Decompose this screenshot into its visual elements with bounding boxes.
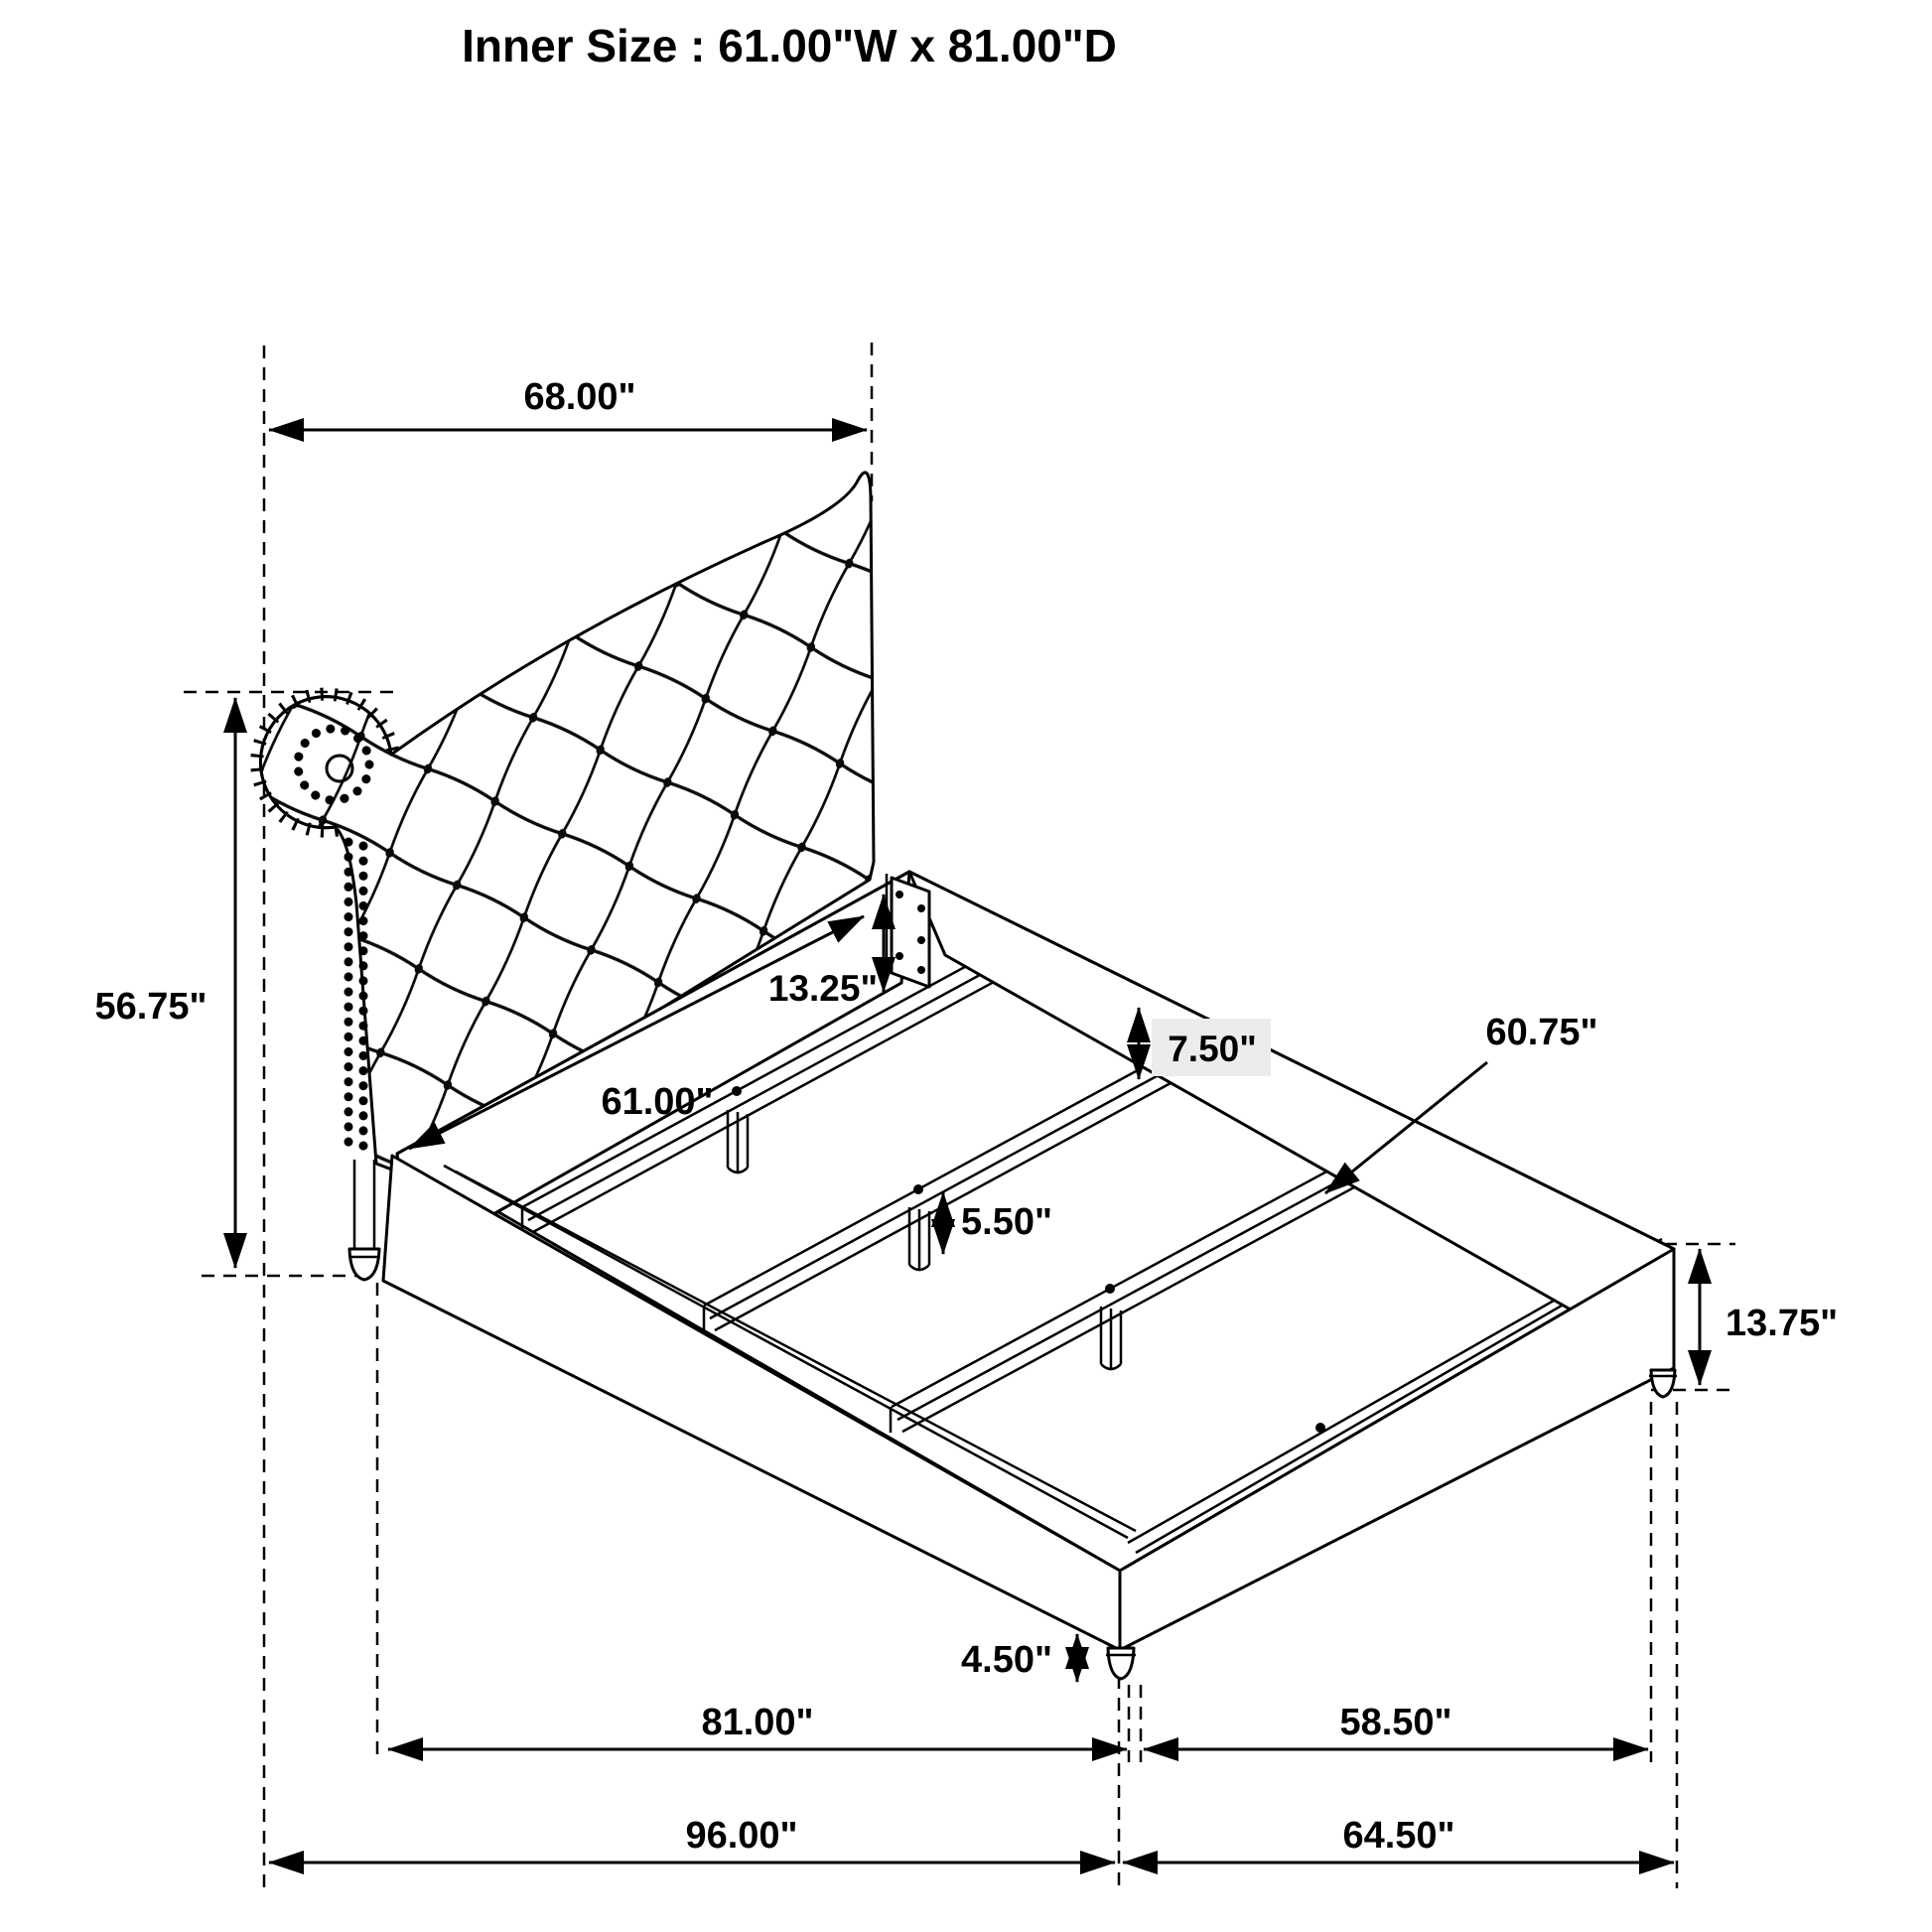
dim-headboard-height (94, 698, 235, 1268)
dim-center-leg-height-label: 5.50" (961, 1201, 1052, 1243)
right-corner-glide (1651, 1370, 1675, 1397)
headboard-foot-glide (349, 1249, 379, 1280)
screw-dot (1105, 1284, 1115, 1294)
screw-dot (1315, 1423, 1325, 1433)
dim-footboard-height (1700, 1249, 1838, 1385)
dim-foot-width-span-label: 58.50" (1339, 1702, 1452, 1743)
dim-foot-leg-height-label: 4.50" (961, 1639, 1052, 1681)
dim-headboard-height-label: 56.75" (94, 986, 207, 1028)
dim-headboard-width (269, 376, 867, 430)
page-title: Inner Size : 61.00"W x 81.00"D (462, 20, 1117, 71)
dim-overall-width (1123, 1815, 1674, 1863)
dim-foot-width-span (1144, 1702, 1648, 1749)
headboard-leg (354, 1160, 374, 1249)
dim-overall-length (269, 1815, 1115, 1863)
dim-inner-length (388, 1702, 1127, 1749)
dim-inner-length-label: 81.00" (701, 1702, 814, 1743)
dim-foot-leg-height (961, 1634, 1077, 1682)
dim-headboard-width-label: 68.00" (523, 376, 636, 418)
dim-side-rail-lip-label: 7.50" (1168, 1029, 1257, 1069)
dim-head-rail-height-label: 13.25" (767, 968, 878, 1009)
dim-footboard-height-label: 13.75" (1725, 1303, 1839, 1344)
screw-dot (732, 1086, 742, 1096)
foot-corner-glide (1108, 1648, 1134, 1679)
screw-dot (913, 1184, 923, 1194)
dim-overall-length-label: 96.00" (685, 1815, 798, 1857)
dim-slat-length-label: 60.75" (1485, 1012, 1598, 1053)
dim-overall-width-label: 64.50" (1342, 1815, 1455, 1857)
corner-bracket (887, 874, 929, 987)
dim-inner-width-label: 61.00" (601, 1081, 714, 1123)
